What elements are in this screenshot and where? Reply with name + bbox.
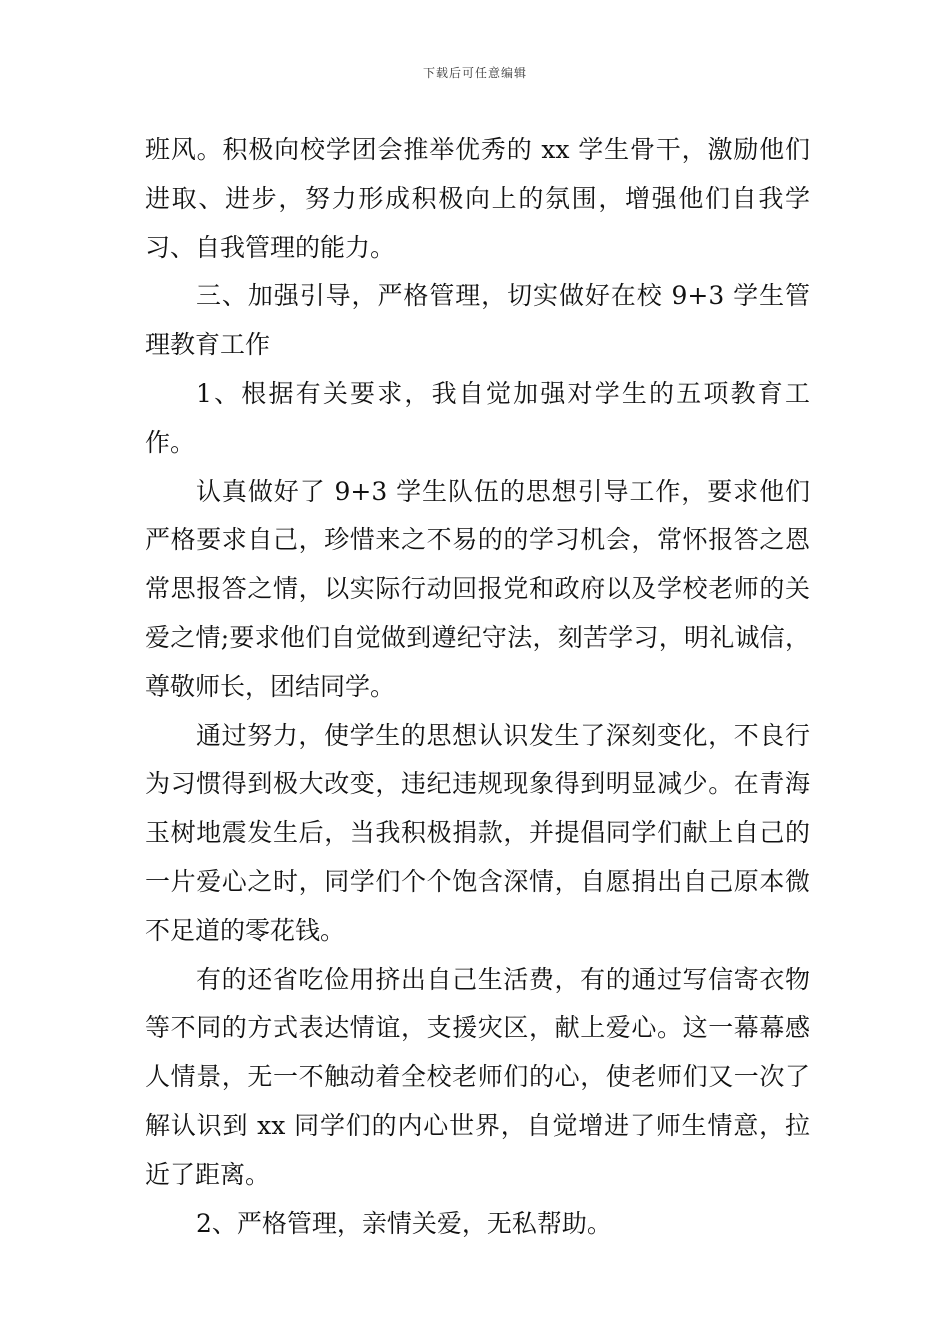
page-header: 下载后可任意编辑 xyxy=(422,66,527,80)
paragraph: 班风。积极向校学团会推举优秀的 xx 学生骨干，激励他们进取、进步，努力形成积极向上的氛围，增强他们自我学习、自我管理的能力。 xyxy=(145,135,810,262)
section-heading: 三、加强引导，严格管理，切实做好在校 9+3 学生管理教育工作 xyxy=(145,281,810,360)
document-body xyxy=(145,126,810,1248)
paragraph: 有的还省吃俭用挤出自己生活费，有的通过写信寄衣物等不同的方式表达情谊，支援灾区，献上爱心。这一幕幕感人情景，无一不触动着全校老师们的心，使老师们又一次了解认识到 xx 同学们的内心世界，自觉增进了师生情意，拉近了距离。 xyxy=(145,964,810,1189)
paragraph: 认真做好了 9+3 学生队伍的思想引导工作，要求他们严格要求自己，珍惜来之不易的的学习机会，常怀报答之恩常思报答之情，以实际行动回报党和政府以及学校老师的关爱之情;要求他们自觉做到遵纪守法，刻苦学习，明礼诚信，尊敬师长，团结同学。 xyxy=(145,476,810,701)
paragraph: 2、严格管理，亲情关爱，无私帮助。 xyxy=(196,1208,612,1238)
paragraph: 1、根据有关要求，我自觉加强对学生的五项教育工作。 xyxy=(145,378,810,457)
paragraph: 通过努力，使学生的思想认识发生了深刻变化，不良行为习惯得到极大改变，违纪违规现象得到明显减少。在青海玉树地震发生后，当我积极捐款，并提倡同学们献上自己的一片爱心之时，同学们个个饱含深情，自愿捐出自己原本微不足道的零花钱。 xyxy=(145,720,810,945)
